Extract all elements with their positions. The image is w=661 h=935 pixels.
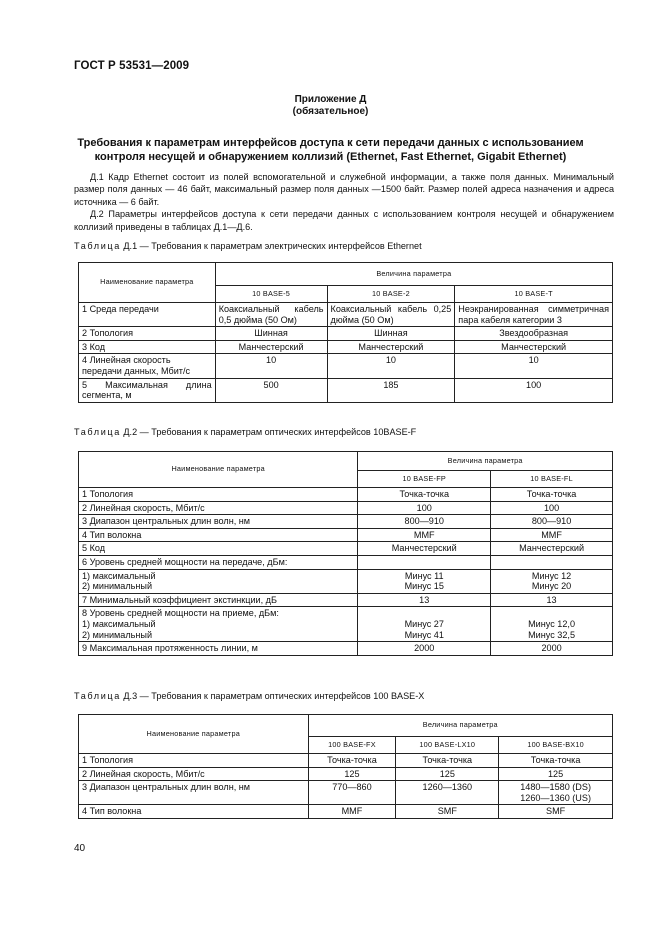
appendix-heading-line2: контроля несущей и обнаружением коллизий (Ethernet, Fast Ethernet, Gigabit Ethernet) bbox=[94, 151, 567, 163]
table2-cell: 100 bbox=[358, 501, 491, 515]
table-row bbox=[79, 488, 613, 502]
table2-cell-line: Минус 41 bbox=[404, 629, 444, 640]
table2-param-header: Наименование параметра bbox=[79, 452, 358, 488]
table2-cell-line: 1) максимальный bbox=[82, 618, 156, 629]
table-row bbox=[79, 767, 613, 781]
paragraph-d2: Д.2 Параметры интерфейсов доступа к сети передачи данных с использованием контроля несущей и обнаружением коллизий приведены в таблицах Д.1—Д.6. bbox=[74, 209, 614, 232]
table-row bbox=[79, 642, 613, 656]
table2-cell-line: 2) минимальный bbox=[82, 629, 153, 640]
table-row bbox=[79, 354, 613, 378]
table2-caption-word: Таблица bbox=[74, 427, 121, 437]
appendix-heading bbox=[0, 136, 661, 164]
table3-cell: 1260—1360 bbox=[396, 781, 499, 805]
table2-cell: 7 Минимальный коэффициент экстинкции, дБ bbox=[79, 593, 358, 607]
table3 bbox=[78, 714, 613, 819]
table1-param-header: Наименование параметра bbox=[79, 263, 216, 303]
table1-cell: Звездообразная bbox=[455, 327, 613, 341]
table2-cell: 1 Топология bbox=[79, 488, 358, 502]
table2-cell: 2000 bbox=[491, 642, 613, 656]
table3-cell: 125 bbox=[308, 767, 396, 781]
document-header: ГОСТ Р 53531—2009 bbox=[74, 60, 190, 72]
table2-cell bbox=[79, 607, 358, 642]
table1-cell: Манчестерский bbox=[327, 340, 455, 354]
table3-cell-line: 1480—1580 (DS) bbox=[520, 782, 591, 793]
table3-cell: 2 Линейная скорость, Мбит/с bbox=[79, 767, 309, 781]
table-row bbox=[79, 781, 613, 805]
table3-cell: MMF bbox=[308, 805, 396, 819]
table1-caption-text: Д.1 — Требования к параметрам электрических интерфейсов Ethernet bbox=[120, 241, 422, 251]
table2-cell: 9 Максимальная протяженность линии, м bbox=[79, 642, 358, 656]
table3-cell: Точка-точка bbox=[396, 754, 499, 768]
table1-cell: 100 bbox=[455, 378, 613, 402]
table-row bbox=[79, 754, 613, 768]
table1-col-header: 10 BASE-2 bbox=[327, 286, 455, 303]
table1-col-header: 10 BASE-T bbox=[455, 286, 613, 303]
table2-cell-line: Минус 11 bbox=[404, 570, 444, 581]
table2-cell bbox=[358, 569, 491, 593]
table-row bbox=[79, 303, 613, 327]
table2-cell-line: Минус 12,0 bbox=[528, 618, 576, 629]
table3-cell bbox=[499, 781, 613, 805]
appendix-status: (обязательное) bbox=[292, 106, 369, 117]
table-row bbox=[79, 327, 613, 341]
table2-cell: Манчестерский bbox=[358, 542, 491, 556]
table1-cell: 5 Максимальная длина сегмента, м bbox=[79, 378, 216, 402]
table-row bbox=[79, 501, 613, 515]
table-row bbox=[79, 569, 613, 593]
table1 bbox=[78, 262, 613, 403]
table1-cell: 3 Код bbox=[79, 340, 216, 354]
table3-cell: Точка-точка bbox=[499, 754, 613, 768]
table1-cell: Манчестерский bbox=[455, 340, 613, 354]
table1-value-header: Величина параметра bbox=[215, 263, 612, 286]
table2-caption bbox=[74, 427, 416, 437]
table2-cell: 13 bbox=[358, 593, 491, 607]
table3-cell-line: 1260—1360 (US) bbox=[520, 792, 591, 803]
table2-cell bbox=[358, 555, 491, 569]
table1-col-header: 10 BASE-5 bbox=[215, 286, 327, 303]
table2-cell: 4 Тип волокна bbox=[79, 528, 358, 542]
table3-cell: 125 bbox=[499, 767, 613, 781]
table1-cell: 10 bbox=[215, 354, 327, 378]
table3-caption-word: Таблица bbox=[74, 691, 121, 701]
table2-cell bbox=[491, 569, 613, 593]
table3-cell: 3 Диапазон центральных длин волн, нм bbox=[79, 781, 309, 805]
table1-cell: Шинная bbox=[215, 327, 327, 341]
table3-cell: 4 Тип волокна bbox=[79, 805, 309, 819]
paragraph-d1: Д.1 Кадр Ethernet состоит из полей вспомогательной и служебной информации, а также поля данных. Минимальный размер поля данных — 46 байт, максимальный размер поля данных —1500 байт. Размер полей адреса назначения и адреса источника — 6 байт. bbox=[74, 172, 614, 207]
table2-cell: 2000 bbox=[358, 642, 491, 656]
table2 bbox=[78, 451, 613, 656]
table-row bbox=[79, 378, 613, 402]
table3-cell: 125 bbox=[396, 767, 499, 781]
table3-caption-text: Д.3 — Требования к параметрам оптических интерфейсов 100 BASE-X bbox=[120, 691, 425, 701]
table1-cell: 2 Топология bbox=[79, 327, 216, 341]
table2-cell: MMF bbox=[491, 528, 613, 542]
table3-caption bbox=[74, 691, 424, 701]
table2-value-header: Величина параметра bbox=[358, 452, 613, 471]
table2-cell: Манчестерский bbox=[491, 542, 613, 556]
table1-cell: Неэкранированная симметричная пара кабеля категории 3 bbox=[455, 303, 613, 327]
table3-param-header: Наименование параметра bbox=[79, 715, 309, 754]
table1-caption-word: Таблица bbox=[74, 241, 121, 251]
table-row bbox=[79, 593, 613, 607]
table-row bbox=[79, 607, 613, 642]
table1-cell: Шинная bbox=[327, 327, 455, 341]
table2-cell: 800—910 bbox=[358, 515, 491, 529]
table3-cell: Точка-точка bbox=[308, 754, 396, 768]
appendix-heading-line1: Требования к параметрам интерфейсов доступа к сети передачи данных с использованием bbox=[77, 137, 584, 149]
table2-cell bbox=[79, 569, 358, 593]
table1-cell: Манчестерский bbox=[215, 340, 327, 354]
table2-cell: 3 Диапазон центральных длин волн, нм bbox=[79, 515, 358, 529]
table2-cell-line: Минус 32,5 bbox=[528, 629, 576, 640]
table3-cell: 1 Топология bbox=[79, 754, 309, 768]
table2-cell: Точка-точка bbox=[491, 488, 613, 502]
table2-cell-line: Минус 20 bbox=[531, 581, 572, 592]
table2-cell-line: Минус 15 bbox=[404, 581, 444, 592]
table2-cell: 800—910 bbox=[491, 515, 613, 529]
table2-cell-line: 8 Уровень средней мощности на приеме, дБм: bbox=[82, 608, 279, 619]
table-row bbox=[79, 340, 613, 354]
table2-cell: 100 bbox=[491, 501, 613, 515]
table1-cell: Коаксиальный кабель 0,25 дюйма (50 Ом) bbox=[327, 303, 455, 327]
table1-cell: Коаксиальный кабель 0,5 дюйма (50 Ом) bbox=[215, 303, 327, 327]
appendix-title: Приложение Д bbox=[294, 94, 367, 105]
table1-cell: 10 bbox=[455, 354, 613, 378]
table2-cell-line: Минус 27 bbox=[404, 618, 444, 629]
table1-cell: 4 Линейная скорость передачи данных, Мбит/с bbox=[79, 354, 216, 378]
table3-cell: 770—860 bbox=[308, 781, 396, 805]
table2-caption-text: Д.2 — Требования к параметрам оптических интерфейсов 10BASE-F bbox=[120, 427, 417, 437]
table2-cell: MMF bbox=[358, 528, 491, 542]
table-row bbox=[79, 805, 613, 819]
body-text bbox=[74, 171, 614, 233]
table2-cell: 6 Уровень средней мощности на передаче, дБм: bbox=[79, 555, 358, 569]
table2-cell: 13 bbox=[491, 593, 613, 607]
table2-cell-line: 2) минимальный bbox=[82, 581, 153, 592]
table3-cell: SMF bbox=[396, 805, 499, 819]
table3-cell: SMF bbox=[499, 805, 613, 819]
table3-col-header: 100 BASE-LX10 bbox=[396, 737, 499, 754]
table1-caption bbox=[74, 241, 422, 251]
table1-cell: 500 bbox=[215, 378, 327, 402]
table3-value-header: Величина параметра bbox=[308, 715, 612, 737]
table2-cell-line: 1) максимальный bbox=[82, 570, 156, 581]
table3-col-header: 100 BASE-FX bbox=[308, 737, 396, 754]
table2-col-header: 10 BASE-FP bbox=[358, 471, 491, 488]
table-row bbox=[79, 542, 613, 556]
table2-cell bbox=[491, 555, 613, 569]
table-row bbox=[79, 528, 613, 542]
table2-cell: Точка-точка bbox=[358, 488, 491, 502]
table1-cell: 10 bbox=[327, 354, 455, 378]
table2-cell bbox=[491, 607, 613, 642]
table-row bbox=[79, 555, 613, 569]
table1-cell: 185 bbox=[327, 378, 455, 402]
table2-cell: 5 Код bbox=[79, 542, 358, 556]
table2-cell-line: Минус 12 bbox=[531, 570, 572, 581]
table1-cell: 1 Среда передачи bbox=[79, 303, 216, 327]
table2-col-header: 10 BASE-FL bbox=[491, 471, 613, 488]
table2-cell: 2 Линейная скорость, Мбит/с bbox=[79, 501, 358, 515]
table3-col-header: 100 BASE-BX10 bbox=[499, 737, 613, 754]
table-row bbox=[79, 515, 613, 529]
page-number: 40 bbox=[74, 843, 86, 854]
table2-cell bbox=[358, 607, 491, 642]
